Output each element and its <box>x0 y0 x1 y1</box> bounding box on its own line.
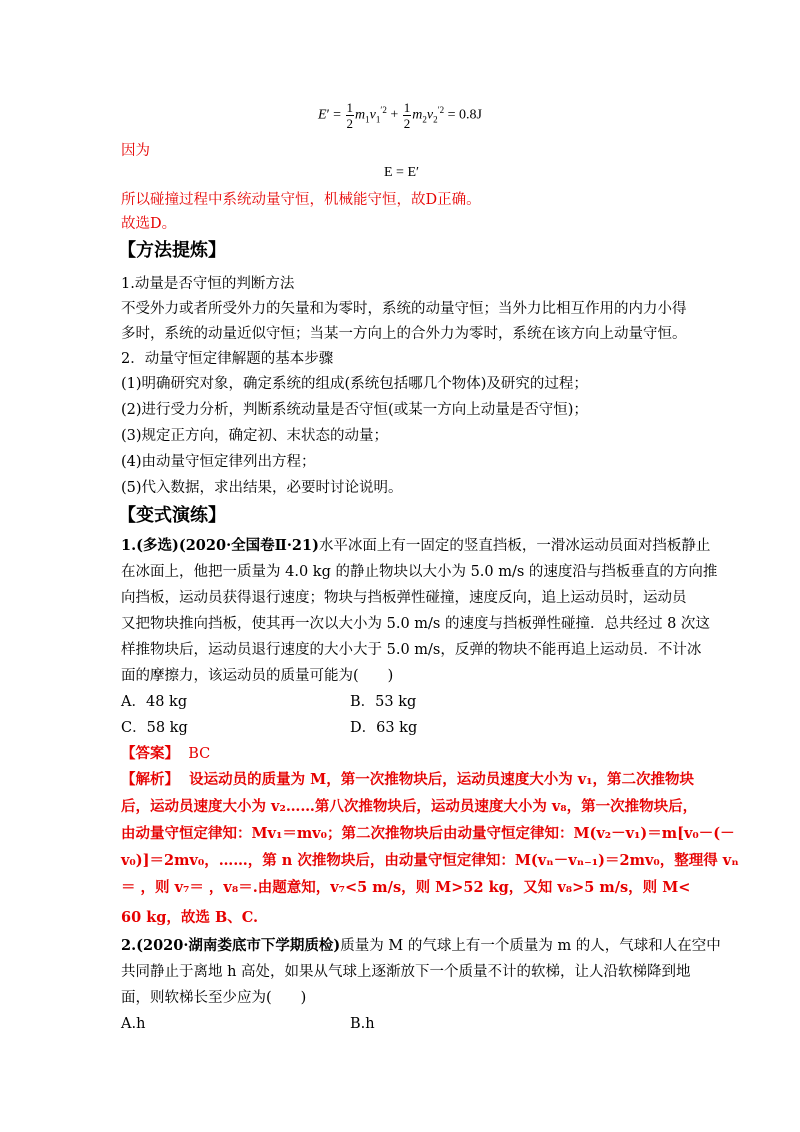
variant-heading: 【变式演练】 <box>118 505 226 526</box>
energy-formula: E′ = $\frac{1}{2}$ $m_1v_1^{'2}$ + $\frac{1}{2}$ $m_2v_2^{'2} = 0.8J$ <box>318 100 482 131</box>
method-item1-line2: 多时，系统的动量近似守恒；当某一方向上的合外力为零时，系统在该方向上动量守恒。 <box>121 326 687 342</box>
answer-value: BC <box>188 746 211 762</box>
question-1-tag: 1.(多选)(2020·全国卷Ⅱ·21) <box>121 537 319 554</box>
option-b: B．53 kg <box>350 694 417 710</box>
energy-equality-formula: E = E′ <box>384 165 420 180</box>
analysis-line: 60 kg，故选 B、C. <box>121 909 259 926</box>
analysis-line: ＝ ，则 v₇＝ ，v₈＝.由题意知，v₇<5 m/s，则 M>52 kg，又知 v₈>5 m/s，则 M< <box>121 879 691 896</box>
question-1-line: 样推物块后，运动员退行速度的大小大于 5.0 m/s，反弹的物块不能再追上运动员．不计冰 <box>121 642 702 658</box>
question-1-line: 在冰面上，他把一质量为 4.0 kg 的静止物块以大小为 5.0 m/s 的速度沿与挡板垂直的方向推 <box>121 564 718 580</box>
method-item2-title: 2．动量守恒定律解题的基本步骤 <box>121 351 334 367</box>
option-b: B.h <box>350 1016 375 1032</box>
analysis-line: 后，运动员速度大小为 v₂……第八次推物块后，运动员速度大小为 v₈，第一次推物块后， <box>121 798 698 815</box>
option-a: A.h <box>121 1016 146 1032</box>
method-step: (2)进行受力分析，判断系统动量是否守恒(或某一方向上动量是否守恒)； <box>121 402 588 418</box>
option-d: D．63 kg <box>350 720 418 736</box>
answer-label: 【答案】 <box>121 745 179 762</box>
analysis-label: 【解析】 <box>121 771 179 788</box>
because-text: 因为 <box>121 143 150 159</box>
analysis-line: v₀)]＝2mv₀，……，第 n 次推物块后，由动量守恒定律知：M(vₙ－vₙ₋₁)＝2mv₀，整理得 vₙ <box>121 852 739 869</box>
method-step: (5)代入数据，求出结果，必要时讨论说明。 <box>121 480 403 496</box>
method-step: (3)规定正方向，确定初、末状态的动量； <box>121 428 389 444</box>
method-item1-line1: 不受外力或者所受外力的矢量和为零时，系统的动量守恒；当外力比相互作用的内力小得 <box>121 301 687 317</box>
answer-line <box>121 744 210 764</box>
question-2-line: 共同静止于离地 h 高处，如果从气球上逐渐放下一个质量不计的软梯，让人沿软梯降到地 <box>121 964 691 980</box>
method-item1-title: 1.动量是否守恒的判断方法 <box>121 276 295 292</box>
method-heading: 【方法提炼】 <box>118 240 226 261</box>
method-step: (4)由动量守恒定律列出方程； <box>121 454 316 470</box>
analysis-line: 由动量守恒定律知：Mv₁＝mv₀；第二次推物块后由动量守恒定律知：M(v₂－v₁)＝m[v₀－(－ <box>121 825 735 842</box>
analysis-line: 【解析】 设运动员的质量为 M，第一次推物块后，运动员速度大小为 v₁，第二次推物块 <box>121 771 695 788</box>
option-a: A．48 kg <box>121 694 188 710</box>
fraction-half: $\frac{1}{2}$ <box>403 100 411 131</box>
choose-text: 故选D。 <box>121 216 177 232</box>
question-2-line: 2.(2020·湖南娄底市下学期质检)质量为 M 的气球上有一个质量为 m 的人，气球和人在空中 <box>121 937 721 954</box>
formula-result: = 0.8J <box>447 107 482 123</box>
question-2-tag: 2.(2020·湖南娄底市下学期质检) <box>121 937 341 954</box>
question-2-line: 面，则软梯长至少应为( ) <box>121 990 307 1006</box>
option-c: C．58 kg <box>121 720 188 736</box>
question-1-line: 向挡板，运动员获得退行速度；物块与挡板弹性碰撞，速度反向，追上运动员时，运动员 <box>121 590 687 606</box>
method-step: (1)明确研究对象，确定系统的组成(系统包括哪几个物体)及研究的过程； <box>121 376 588 392</box>
fraction-half: $\frac{1}{2}$ <box>346 100 354 131</box>
question-1-line: 1.(多选)(2020·全国卷Ⅱ·21)水平冰面上有一固定的竖直挡板，一滑冰运动员面对挡板静止 <box>121 537 711 554</box>
question-1-line: 又把物块推向挡板，使其再一次以大小为 5.0 m/s 的速度与挡板弹性碰撞．总共经过 8 次这 <box>121 616 710 632</box>
question-1-line: 面的摩擦力，该运动员的质量可能为( ) <box>121 668 394 684</box>
conclusion-text: 所以碰撞过程中系统动量守恒，机械能守恒，故D正确。 <box>121 192 481 208</box>
